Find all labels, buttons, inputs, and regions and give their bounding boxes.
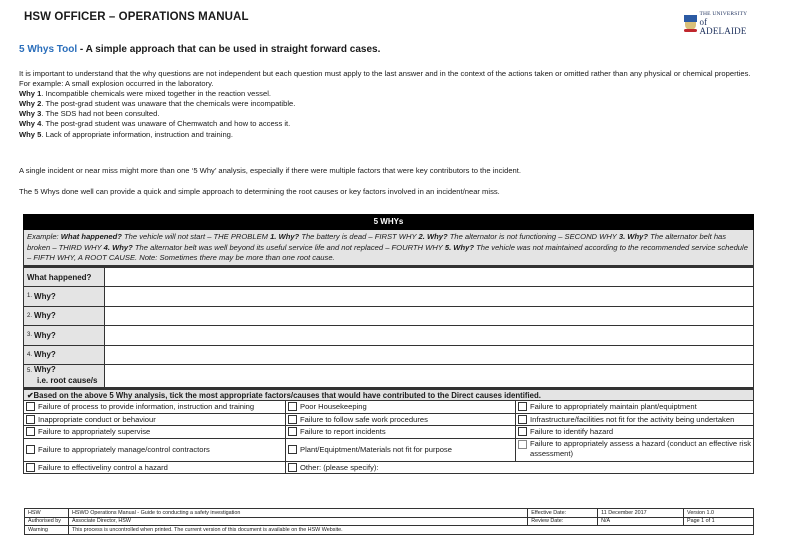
checkbox[interactable] (288, 445, 297, 454)
factor-item[interactable]: Inappropriate conduct or behaviour (24, 414, 286, 427)
intro-paragraph: It is important to understand that the why questions are not independent but each question must apply to the last answer and in the context of the actions taken or omitted rather than any physical or chemical properties. (19, 69, 751, 78)
why-example-1: Why 1. Incompatible chemicals were mixed together in the reaction vessel. (19, 89, 271, 99)
why-5-row: 5. Why? i.e. root cause/s (23, 365, 754, 388)
footer-warning-row: Warning This process is uncontrolled when printed. The current version of this document is available on the HSW Website. (25, 526, 754, 535)
root-cause-label: i.e. root cause/s (37, 376, 98, 385)
why-4-row: 4. Why? (23, 346, 754, 366)
factor-item[interactable]: Failure to appropriately maintain plant/equiptment (516, 401, 753, 414)
factor-item[interactable]: Failure to appropriately manage/control contractors (24, 439, 286, 462)
factor-item[interactable]: Infrastructure/facilities not fit for the activity being undertaken (516, 414, 753, 427)
checkbox[interactable] (288, 415, 297, 424)
five-whys-form (23, 214, 754, 474)
factor-item[interactable]: Failure of process to provide information, instruction and training (24, 401, 286, 414)
multiple-analysis-note: A single incident or near miss might more than one ‘5 Why’ analysis, especially if there were multiple factors that were key contributors to the incident. (19, 166, 521, 175)
what-happened-row (23, 266, 754, 287)
example-box: Example: What happened? The vehicle will not start – THE PROBLEM 1. Why? The battery is dead – FIRST WHY 2. Why? The alternator is not functioning – SECOND WHY 3. Why? The alternator belt has broken – THIRD WHY 4. Why? The alternator belt was well beyond its useful service life and not replaced – FOURTH WHY 5. Why? The vehicle was not maintained according to the recommended service schedule – FIFTH WHY, A ROOT CAUSE. Note: Sometimes there may be more than one root cause. (23, 230, 754, 266)
logo-line-2: of ADELAIDE (699, 16, 747, 36)
factor-item[interactable]: Failure to report incidents (286, 426, 516, 439)
factor-item[interactable]: Failure to effectiveliny control a hazard (24, 462, 286, 475)
checkbox[interactable] (518, 402, 527, 411)
checkbox[interactable] (288, 402, 297, 411)
why-4-field[interactable] (105, 346, 753, 365)
checkbox[interactable] (518, 415, 527, 424)
intro-text (19, 69, 769, 140)
document-header-title: HSW OFFICER – OPERATIONS MANUAL (24, 11, 249, 23)
checkbox[interactable] (288, 427, 297, 436)
checkbox[interactable] (26, 402, 35, 411)
why-3-row: 3. Why? (23, 326, 754, 346)
why-1-field[interactable] (105, 287, 753, 306)
factor-item[interactable]: Failure to appropriately supervise (24, 426, 286, 439)
factor-item[interactable]: Failure to follow safe work procedures (286, 414, 516, 427)
footer-row: Authorised by Associate Director, HSW Review Date: N/A Page 1 of 1 (25, 517, 754, 526)
document-footer (24, 508, 754, 535)
why-2-label: Why? (34, 311, 56, 321)
other-factor-item[interactable]: Other: (please specify): (286, 462, 753, 475)
why-4-label: Why? (34, 350, 56, 360)
factors-checklist (23, 401, 754, 474)
why-5-field[interactable] (105, 365, 753, 387)
logo-line-1: THE UNIVERSITY (699, 11, 748, 18)
why-3-label: Why? (34, 330, 56, 340)
why-5-label: Why? (34, 365, 56, 374)
checkbox[interactable] (518, 440, 527, 449)
why-example-4: Why 4. The post-grad student was unaware of Chemwatch and how to access it. (19, 119, 291, 129)
checkbox[interactable] (518, 427, 527, 436)
checkbox[interactable] (26, 415, 35, 424)
why-1-label: Why? (34, 291, 56, 301)
subtitle-text: - A simple approach that can be used in straight forward cases. (77, 44, 381, 55)
crest-icon (684, 15, 696, 33)
why-2-row: 2. Why? (23, 307, 754, 327)
why-1-row: 1. Why? (23, 287, 754, 307)
tool-name: 5 Whys Tool (19, 44, 78, 55)
checkbox[interactable] (26, 463, 35, 472)
university-logo (684, 12, 754, 36)
why-example-3: Why 3. The SDS had not been consulted. (19, 109, 160, 119)
benefit-note: The 5 Whys done well can provide a quick and simple approach to determining the root causes or key factors involved in an incident/near miss. (19, 187, 500, 196)
tick-instructions: ✔Based on the above 5 Why analysis, tick the most appropriate factors/causes that would have contributed to the Direct causes identified. (23, 390, 754, 401)
what-happened-field[interactable] (105, 268, 753, 286)
why-example-5: Why 5. Lack of appropriate information, instruction and training. (19, 129, 234, 139)
footer-row: HSW HSWO Operations Manual - Guide to conducting a safety investigation Effective Date: 11 December 2017 Version 1.0 (25, 509, 754, 518)
example-intro: For example: A small explosion occurred in the laboratory. (19, 79, 214, 89)
factor-item[interactable]: Failure to identify hazard (516, 426, 753, 439)
checkbox[interactable] (26, 427, 35, 436)
why-2-field[interactable] (105, 307, 753, 326)
factor-item[interactable]: Plant/Equiptment/Materials not fit for purpose (286, 439, 516, 462)
why-example-2: Why 2. The post-grad student was unaware that the chemicals were incompatible. (19, 99, 296, 109)
what-happened-label: What happened? (24, 268, 105, 286)
checkbox[interactable] (288, 463, 297, 472)
factor-item[interactable]: Poor Housekeeping (286, 401, 516, 414)
section-subtitle (19, 44, 380, 55)
factor-item[interactable]: Failure to appropriately assess a hazard (conduct an effective risk assessment) (516, 439, 753, 462)
checkbox[interactable] (26, 445, 35, 454)
why-3-field[interactable] (105, 326, 753, 345)
form-heading: 5 WHYs (23, 214, 754, 230)
